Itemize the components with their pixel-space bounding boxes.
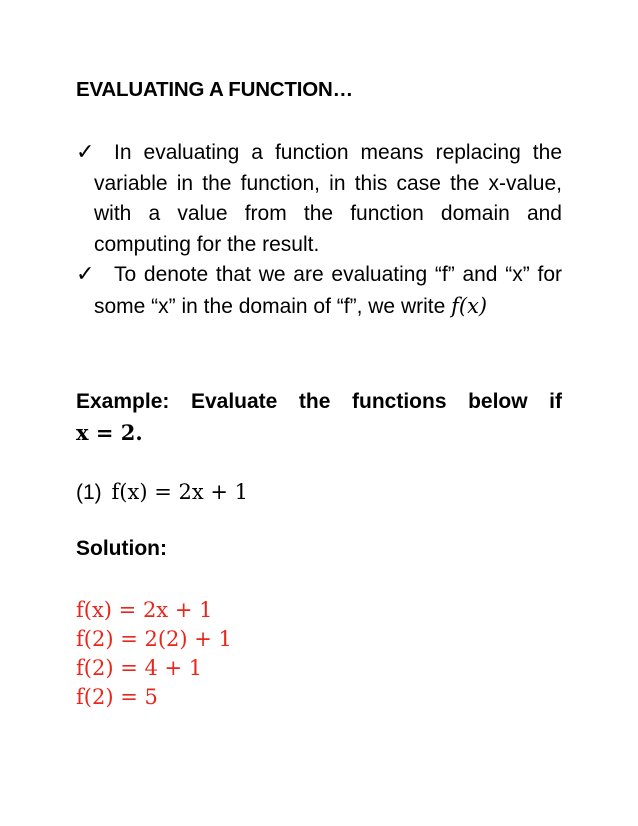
bullet-item-1	[76, 138, 562, 260]
problem-number: (1)	[76, 481, 102, 504]
solution-label: Solution:	[76, 537, 167, 560]
solution-step: f(2) = 5	[76, 685, 158, 709]
page-title: EVALUATING A FUNCTION…	[76, 78, 353, 101]
problem-1	[76, 480, 248, 505]
function-notation: f(x)	[451, 293, 488, 318]
solution-step: f(x) = 2x + 1	[76, 598, 213, 622]
bullet-text-2: To denote that we are evaluating “f” and “x” for some “x” in the domain of “f”, we write	[94, 263, 562, 318]
problem-equation: f(x) = 2x + 1	[111, 480, 248, 504]
checkmark-icon: ✓	[76, 140, 95, 165]
example-block	[76, 386, 562, 448]
solution-steps	[76, 596, 232, 712]
example-label: Example: Evaluate the functions below if	[76, 390, 562, 413]
example-condition: x = 2.	[76, 420, 143, 445]
solution-step: f(2) = 4 + 1	[76, 656, 203, 680]
checkmark-icon: ✓	[76, 262, 95, 287]
bullet-item-2	[76, 260, 562, 322]
solution-step: f(2) = 2(2) + 1	[76, 627, 232, 651]
bullet-text-1: In evaluating a function means replacing the variable in the function, in this case the x-value, with a value from the function domain and computing for the result.	[94, 141, 562, 256]
